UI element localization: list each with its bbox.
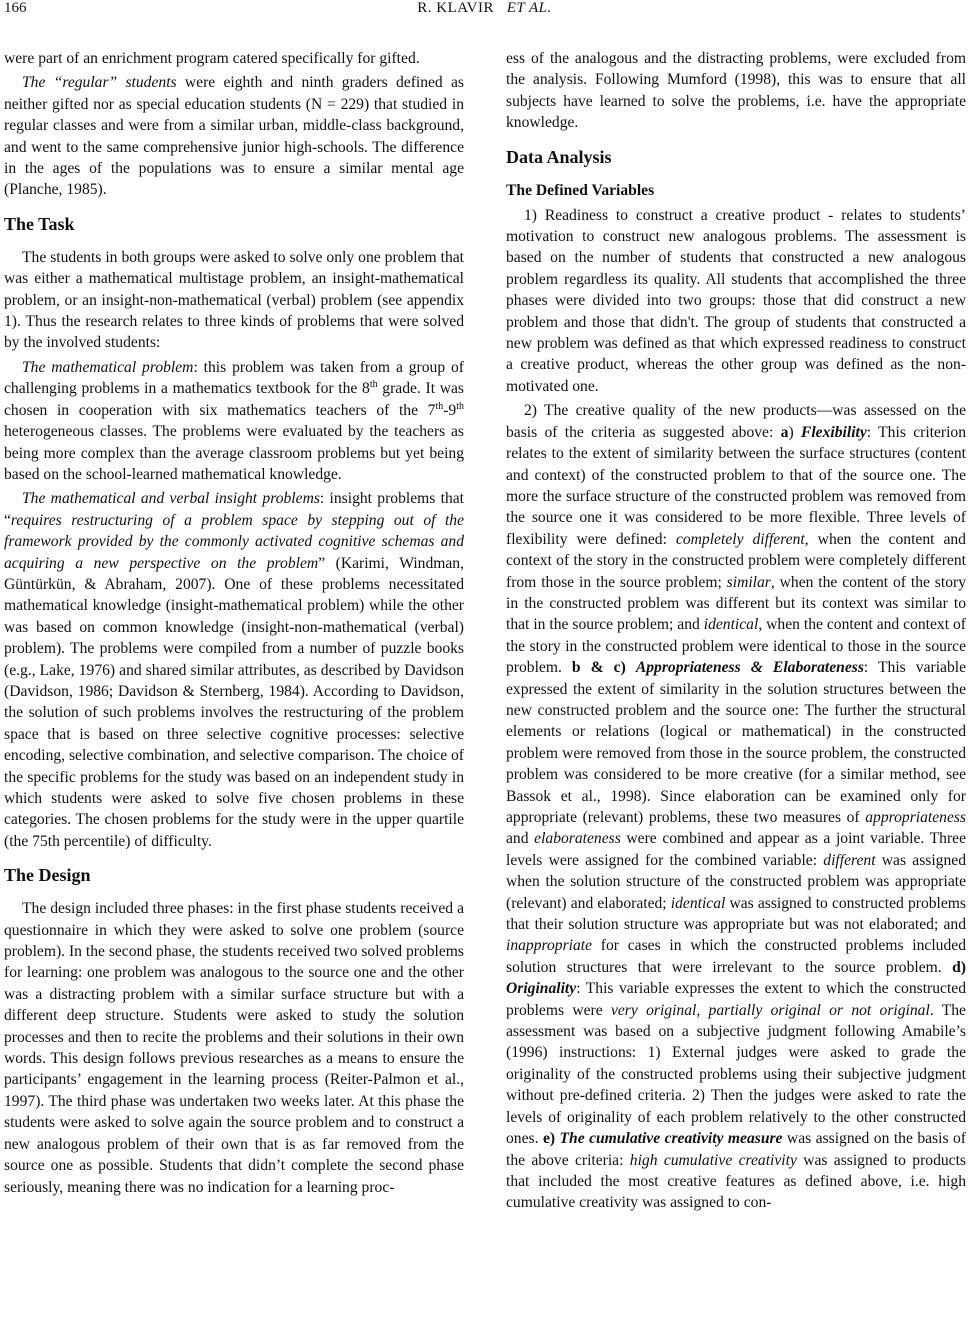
sup-th-3: th [456, 400, 464, 412]
running-head [0, 0, 969, 17]
regular-students-text: were eighth and ninth graders defined as neither gifted nor as special education students (N = 229) that studied in regular classes and were from a similar urban, middle-class background, and went to the same comprehensive junior high-schools. The difference in the ages of the populations was to ensure a similar mental age (Planche, 1985). [4, 74, 464, 199]
math-text-d: heterogeneous classes. The problems were evaluated by the teachers as being more complex than the average classroom problems but yet being based on the school-learned mathematical knowledge. [4, 423, 464, 483]
math-text-b: grade. It was chosen in cooperation with six mathematics teachers of the 7 [4, 380, 464, 419]
term-originality: Originality [506, 980, 577, 998]
term-originality-levels: very original, partially original or not original [610, 1001, 930, 1019]
right-paragraph-readiness: 1) Readiness to construct a creative product - relates to students’ motivation to construct new analogous problems. The assessment is based on the number of students that constructed a new analogous problem regardless its quality. All students that accomplished the three phases were divided into two groups: those that did construct a new problem and those that didn't. The group of students that constructed a new problem was defined as that which expressed readiness to construct a creative product, whereas the other group was defined as the non-motivated one. [506, 206, 966, 395]
regular-students-lead: The “regular” students [22, 74, 177, 92]
left-column [4, 48, 464, 1198]
left-paragraph-1: were part of an enrichment program catered specifically for gifted. [4, 50, 420, 67]
cq-text-e: , when the content and context of the story in the constructed problem were identical to those in the source problem. [506, 616, 966, 677]
sup-th-2: th [435, 400, 444, 412]
term-different: different [823, 851, 876, 869]
cq-text-h: were combined and appear as a joint variable. Three levels were assigned for the combined variable: [506, 830, 966, 869]
heading-data-analysis: Data Analysis [506, 146, 612, 167]
label-e: e) [542, 1130, 556, 1148]
cq-text-f: : This variable expressed the extent of similarity in the solution structures between the new constructed problem and the source one: The further the structural elements or relations (logical or mathematical) in the constructed problem were removed from those in the source problem, the constructed problem was considered to be more creative (for a similar method, see Bassok et al., 1998). Since elaboration can be examined only for appropriate (relevant) problems, these two measures of [506, 659, 966, 826]
cq-text-c: , when the content and context of the story in the constructed problem were completely different from those in the source problem; [506, 530, 966, 591]
cq-text-n: was assigned on the basis of the above criteria: [506, 1130, 966, 1169]
running-header [0, 0, 969, 22]
insight-quote: requires restructuring of a problem space by stepping out of the framework provided by the commonly activated cognitive schemas and acquiring a new perspective on the problem [4, 511, 464, 572]
left-paragraph-task: The students in both groups were asked to solve only one problem that was either a mathematical multistage problem, an insight-mathematical problem, or an insight-non-mathematical (verbal) problem (see appendix 1). Thus the research relates to three kinds of problems that were solved by the involved students: [4, 248, 464, 352]
term-appropriateness: appropriateness [865, 809, 966, 826]
left-paragraph-mathematical-problem [4, 357, 464, 485]
term-flexibility: Flexibility [800, 423, 867, 441]
math-text-c: -9 [443, 401, 457, 419]
heading-the-task: The Task [4, 213, 75, 234]
cq-text-l: : This variable expresses the extent to which the constructed problems were [506, 980, 966, 1019]
cq-text-b: : This criterion relates to the extent of similarity between the surface structures (content and context) of the constructed problem to that of the source one. The more the surface structure of the constructed problem was removed from the source one it was considered to be more flexible. Three levels of flexibility were defined: [506, 423, 967, 548]
running-head-etal: ET AL. [506, 0, 552, 16]
left-paragraph-regular-students [4, 72, 464, 200]
insight-problems-lead: The mathematical and verbal insight problems [22, 490, 320, 508]
label-bc: b & c) [571, 659, 626, 677]
term-completely-different: completely different [675, 530, 805, 548]
term-high-cumulative-creativity: high cumulative creativity [629, 1151, 797, 1169]
cq-text-g: and [506, 830, 535, 848]
term-cumulative-creativity-measure: The cumulative creativity measure [559, 1130, 783, 1148]
term-appropriateness-elaborateness: Appropriateness & Elaborateness [635, 659, 864, 677]
cq-text-a: 2) The creative quality of the new products—was assessed on the basis of the criteria as suggested above: [506, 402, 966, 441]
right-column [506, 48, 966, 1214]
cq-text-o: was assigned to products that included the most creative features as defined above, i.e. high cumulative creativity was assigned to con- [506, 1151, 966, 1212]
heading-defined-variables: The Defined Variables [506, 181, 655, 199]
mathematical-problem-lead: The mathematical problem [22, 358, 194, 376]
sup-th-1: th [369, 379, 378, 391]
term-similar: similar [726, 573, 771, 591]
cq-text-j: was assigned to constructed problems that their solution structure was appropriate but was not elaborated; and [506, 894, 966, 934]
page-number: 166 [4, 0, 27, 16]
term-inappropriate: inappropriate [506, 937, 593, 955]
math-text-a: : this problem was taken from a group of challenging problems in a mathematics textbook for the 8 [4, 358, 465, 398]
label-a: a [780, 423, 789, 441]
running-head-authors: R. KLAVIR [417, 0, 494, 16]
heading-the-design: The Design [4, 865, 91, 886]
insight-text-a: : insight problems that “ [4, 490, 464, 529]
right-paragraph-creative-quality: 2) The creative quality of the new products—was assessed on the basis of the criteria as suggested above: a) Flexibility: This criterion relates to the extent of similarity between the surface structures (content and context) of the constructed problem to that of the source one. The more the surface structure of the constructed problem was removed from the source one it was considered to be more flexible. Three levels of flexibility were defined: completely different, when the content and context of the story in the constructed problem were completely different from those in the source problem; similar, when the content of the story in the constructed problem was different but its context was similar to that in the source problem; and identical, when the content and context of the story in the constructed problem were identical to those in the source problem. b & c) Appropriateness & Elaborateness: This variable expressed the extent of similarity in the solution structures between the new constructed problem and the source one: The further the structural elements or relations (logical or mathematical) in the constructed problem were removed from those in the source problem, the constructed problem was considered to be more creative (for a similar method, see Bassok et al., 1998). Since elaboration can be examined only for appropriate (relevant) problems, these two measures of appropriateness and elaborateness were combined and appear as a joint variable. Three levels were assigned for the combined variable: different was assigned when the solution structure of the constructed problem was appropriate (relevant) and elaborated; identical was assigned to constructed problems that their solution structure was appropriate but was not elaborated; and inappropriate for cases in which the constructed problems included solution structures that were irrelevant to the source problem. d) Originality: This variable expresses the extent to which the constructed problems were very original, partially original or not original. The assessment was based on a subjective judgment following Amabile’s (1996) instructions: 1) External judges were asked to grade the originality of the constructed problems using their subjective judgment without pre-defined criteria. 2) Then the judges were asked to rate the levels of originality of each problem relatively to the other constructed ones. e) The cumulative creativity measure was assigned on the basis of the above criteria: high cumulative creativity was assigned to products that included the most creative features as defined above, i.e. high cumulative creativity was assigned to con- [506, 402, 967, 1212]
cq-text-i: was assigned when the solution structure of the constructed problem was appropriate (relevant) and elaborated; [506, 851, 966, 912]
term-identical: identical [703, 616, 759, 634]
cq-text-k: for cases in which the constructed problems included solution structures that were irrelevant to the source problem. [506, 937, 966, 976]
left-paragraph-design: The design included three phases: in the first phase students received a questionnaire in which they were asked to solve one problem (source problem). In the second phase, the students received two solved problems for learning: one problem was analogous to the source one and the other was a distracting problem with a similar surface structure but with a different deep structure. Students were asked to study the solution processes and then to recite the problems and their solutions in their own words. This design follows previous researches as a means to ensure the participants’ engagement in the learning process (Reiter-Palmon et al., 1997). The third phase was undertaken two weeks later. At this phase the students were asked to solve again the source problem and to construct a new analogous problem of their own that is as far removed from the source one as possible. Students that didn’t complete the second phase seriously, meaning there was no indication for a learning proc- [4, 900, 464, 1196]
label-d: d) [952, 958, 966, 976]
left-paragraph-insight-problems [4, 488, 464, 852]
term-identical-2: identical [670, 894, 726, 912]
cq-text-d: , when the content of the story in the constructed problem was different but its context was similar to that in the source problem; and [506, 573, 966, 634]
right-paragraph-1: ess of the analogous and the distracting problems, were excluded from the analysis. Following Mumford (1998), this was to ensure that all subjects have learned to solve the problems, i.e. have the appropriate knowledge. [506, 50, 966, 132]
insight-text-b: ” (Karimi, Windman, Güntürkün, & Abraham, 2007). One of these problems necessitated mathematical knowledge (insight-mathematical problem) while the other was based on common knowledge (insight-non-mathematical (verbal) problem). The problems were compiled from a number of puzzle books (e.g., Lake, 1976) and shared similar attributes, as described by Davidson (Davidson, 1986; Davidson & Sternberg, 1984). According to Davidson, the solution of such problems involves the restructuring of the problem space that is based on three selective cognitive processes: selective encoding, selective combination, and selective comparison. The choice of the specific problems for the study was based on an independent study in which students were asked to solve five chosen problems in these categories. The chosen problems for the study were in the upper quartile (the 75th percentile) of difficulty. [4, 554, 465, 850]
term-elaborateness: elaborateness [534, 830, 621, 848]
cq-text-m: . The assessment was based on a subjective judgment following Amabile’s (1996) instructions: 1) External judges were asked to grade the originality of the constructed problems using their subjective judgment without pre-defined criteria. 2) Then the judges were asked to rate the levels of originality of each problem relatively to the other constructed ones. [506, 1001, 966, 1148]
